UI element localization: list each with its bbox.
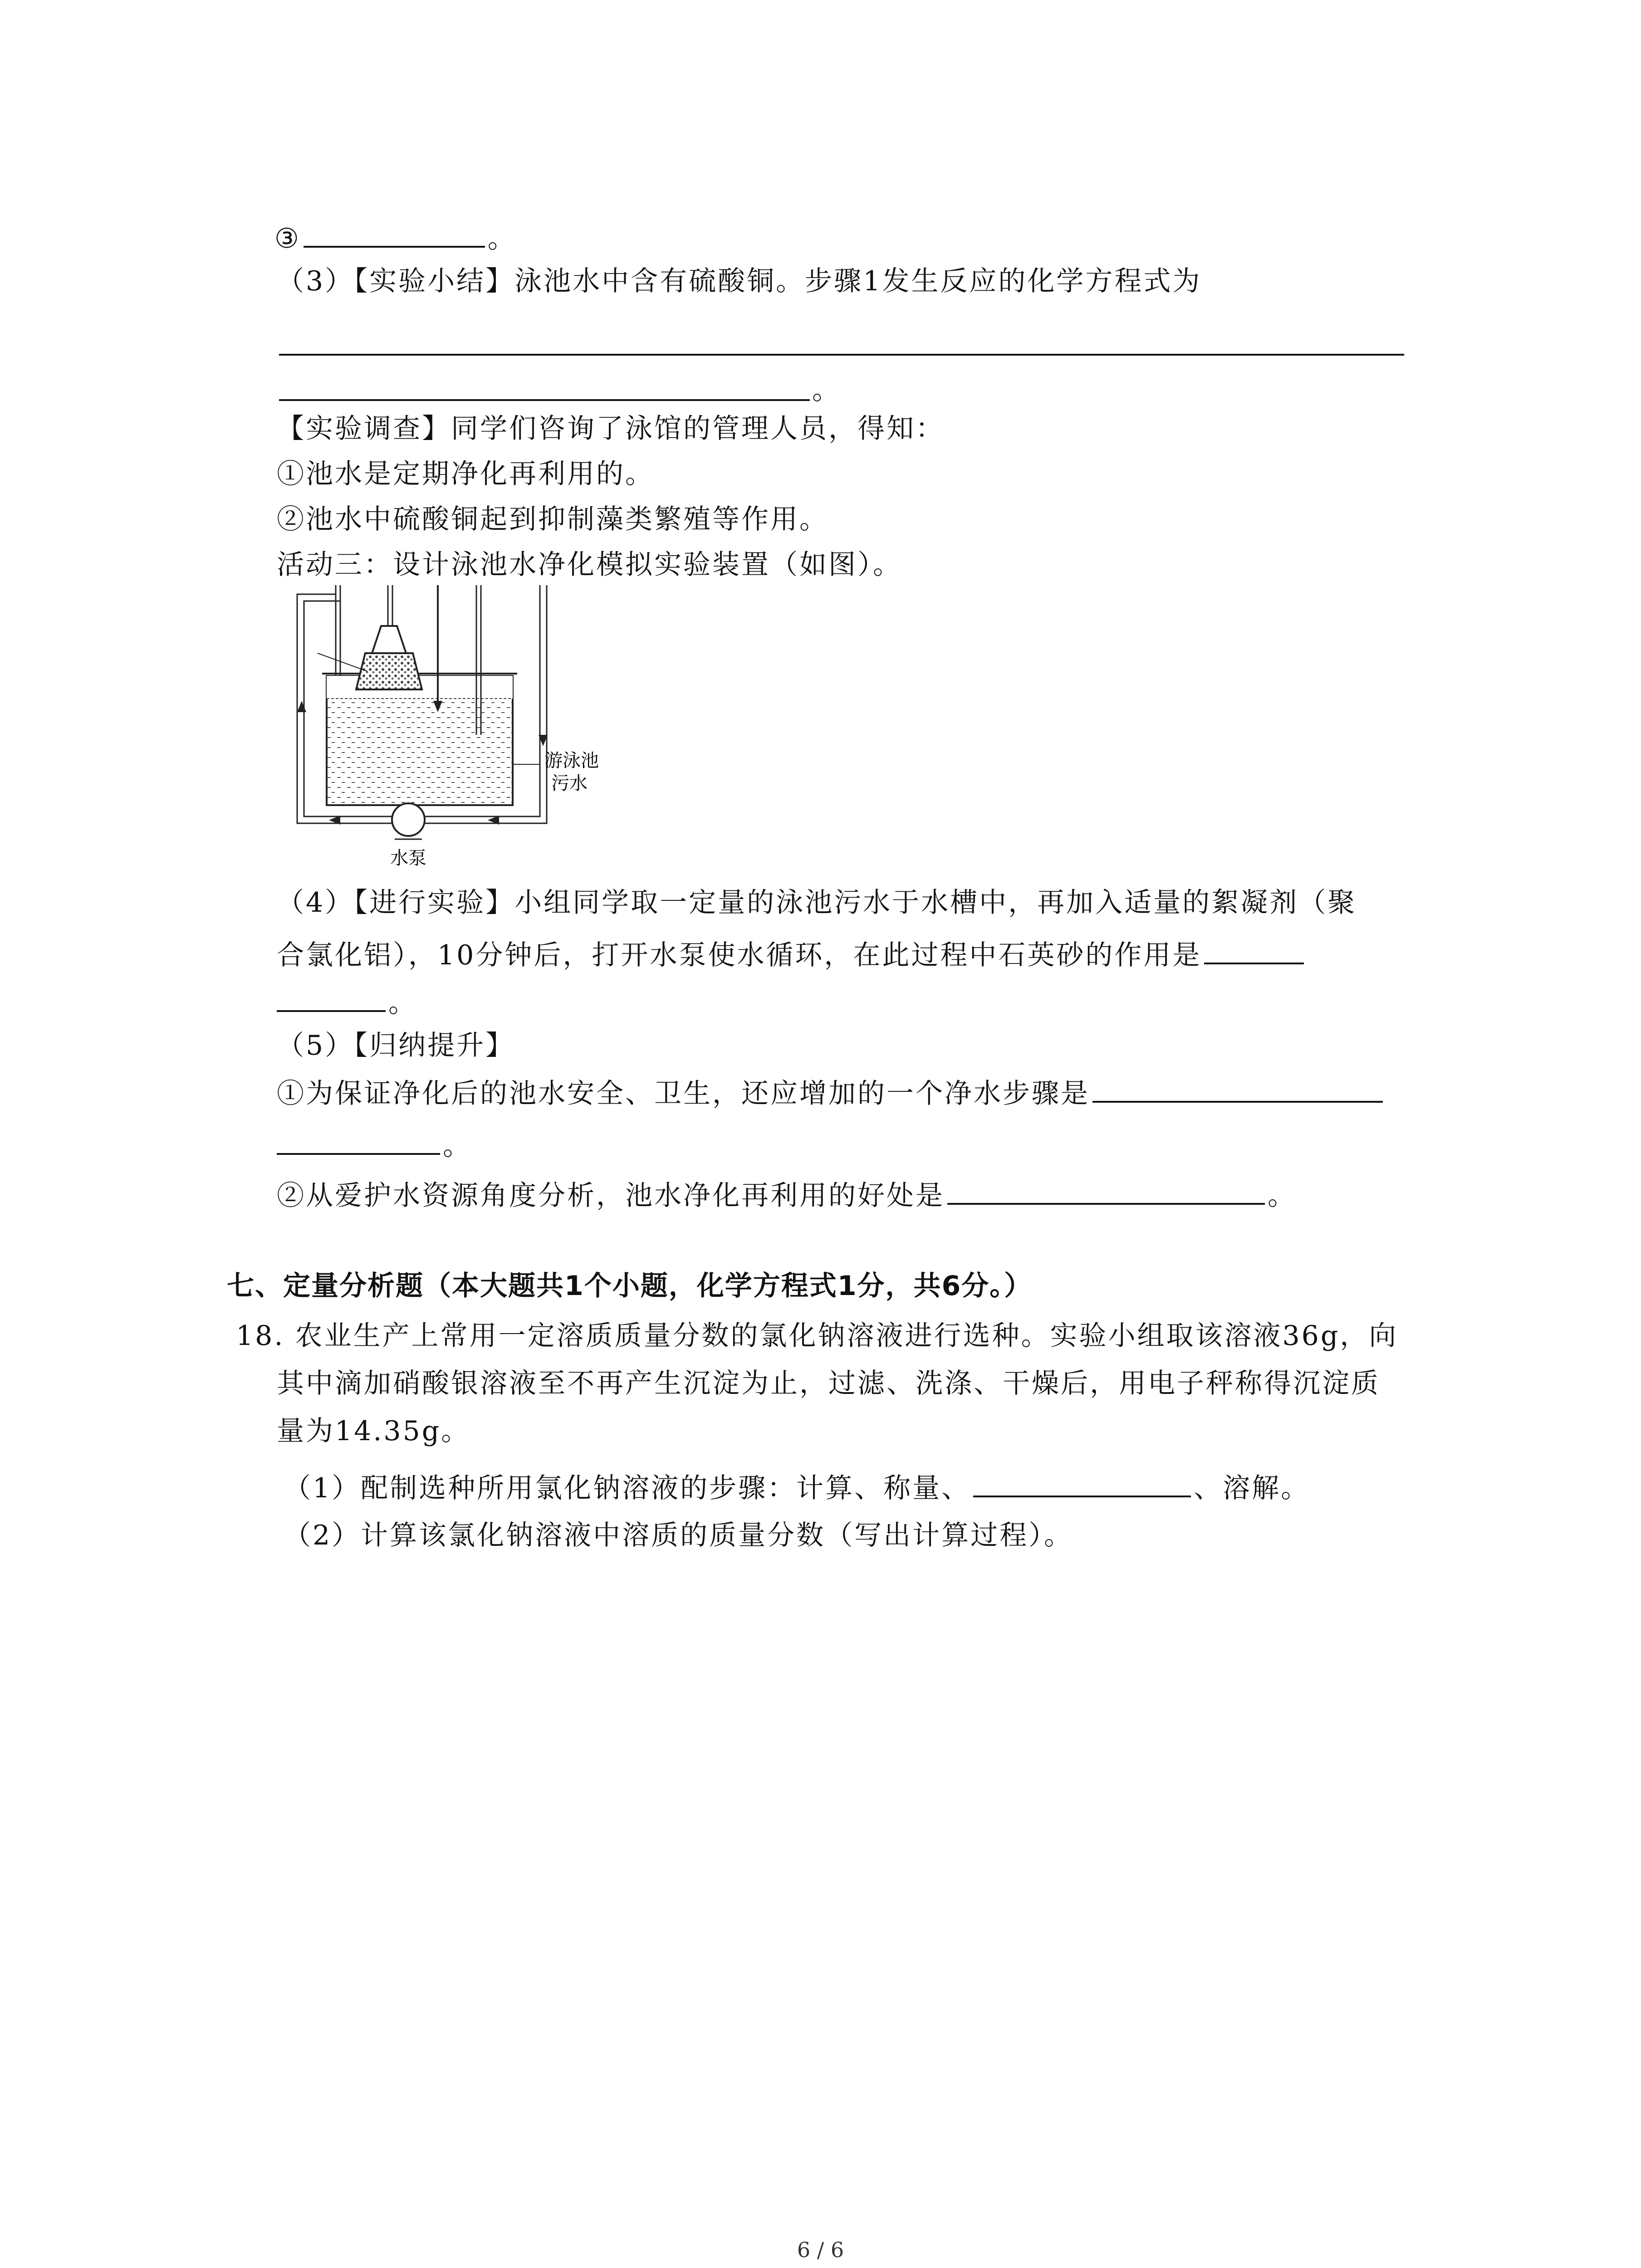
answer-blank[interactable] (1092, 1073, 1383, 1103)
question-4-text-2: 合氯化铝），10分钟后，打开水泵使水循环，在此过程中石英砂的作用是 (277, 934, 1307, 973)
label-pump: 水泵 (390, 848, 426, 869)
survey-text: 【实验调查】同学们咨询了泳馆的管理人员，得知： (277, 413, 945, 445)
answer-blank[interactable] (947, 1175, 1265, 1205)
label-pool-water-2: 污水 (551, 773, 588, 794)
answer-blank[interactable] (973, 1467, 1191, 1497)
activity-3-text: 活动三：设计泳池水净化模拟实验装置（如图）。 (277, 549, 902, 581)
question-18-text-3: 量为14.35g。 (277, 1415, 470, 1447)
water-pump (392, 803, 425, 836)
survey-item-1: ①池水是定期净化再利用的。 (277, 458, 654, 490)
question-4-text-1: （4）【进行实验】小组同学取一定量的泳池污水于水槽中，再加入适量的絮凝剂（聚 (277, 887, 1357, 919)
question-4-blank-line: 。 (277, 982, 417, 1021)
answer-rule[interactable] (279, 399, 810, 401)
answer-blank[interactable] (277, 1125, 440, 1155)
answer-blank[interactable] (304, 218, 485, 248)
answer-rule[interactable] (279, 354, 1404, 356)
question-3-text: （3）【实验小结】泳池水中含有硫酸铜。步骤1发生反应的化学方程式为 (277, 265, 1202, 297)
purification-apparatus-diagram (286, 585, 671, 880)
question-18-text-2: 其中滴加硝酸银溶液至不再产生沉淀为止，过滤、洗涤、干燥后，用电子秤称得沉淀质 (277, 1368, 1380, 1399)
question-5-2-text: ②从爱护水资源角度分析，池水净化再利用的好处是 。 (277, 1175, 1297, 1214)
exam-page: ③ 。 （3）【实验小结】泳池水中含有硫酸铜。步骤1发生反应的化学方程式为 。 【实验调查】同学们咨询了泳馆的管理人员，得知： ①池水是定期净化再利用的。 ②池水中硫酸铜起到抑制藻类繁殖等作用。 活动三：设计泳池水净化模拟实验装置（如图）。 游泳池 污水 水泵 （4）【进行实验】小组同学取一定量的泳池污水于水槽中，再加入适量的絮凝剂（聚 合氯化铝），10分钟后，打开水泵使水循环，在此过程中石英砂的作用是 。 （5）【归纳提升】 ①为保证净化后的池水安全、卫生，还应增加的一个净水步骤是 。 ②从爱护水资源角度分析，池水净化再利用的好处是 。 七、定量分析题（本大题共1个小题，化学方程式1分，共6分。） 18. 农业生产上常用一定溶质质量分数的氯化钠溶液进行选种。实验小组取该溶液36g，向 其中滴加硝酸银溶液至不再产生沉淀为止，过滤、洗涤、干燥后，用电子秤称得沉淀质 量为14.35g。 （1）配制选种所用氯化钠溶液的步骤：计算、称量、 、溶解。 （2）计算该氯化钠溶液中溶质的质量分数（写出计算过程）。 6 / 6 (0, 0, 1641, 2268)
label-pool-water-1: 游泳池 (544, 750, 599, 771)
item-marker: ③ (274, 223, 301, 254)
question-18-text-1: 18. 农业生产上常用一定溶质质量分数的氯化钠溶液进行选种。实验小组取该溶液36g，向 (236, 1320, 1398, 1352)
page-number: 6 / 6 (797, 2238, 844, 2262)
quartz-sand-filter (356, 653, 422, 689)
question-5-1-blank-line: 。 (277, 1125, 472, 1164)
survey-item-2: ②池水中硫酸铜起到抑制藻类繁殖等作用。 (277, 503, 828, 535)
answer-blank[interactable] (277, 982, 386, 1012)
answer-blank[interactable] (1204, 934, 1304, 964)
question-18-2-text: （2）计算该氯化钠溶液中溶质的质量分数（写出计算过程）。 (284, 1520, 1073, 1551)
section-heading: 七、定量分析题（本大题共1个小题，化学方程式1分，共6分。） (227, 1270, 1033, 1302)
question-5-heading: （5）【归纳提升】 (277, 1030, 515, 1061)
question-18-1-text: （1）配制选种所用氯化钠溶液的步骤：计算、称量、 、溶解。 (284, 1467, 1310, 1506)
answer-line-3: ③ 。 (274, 218, 517, 257)
question-5-1-text: ①为保证净化后的池水安全、卫生，还应增加的一个净水步骤是 (277, 1073, 1386, 1112)
